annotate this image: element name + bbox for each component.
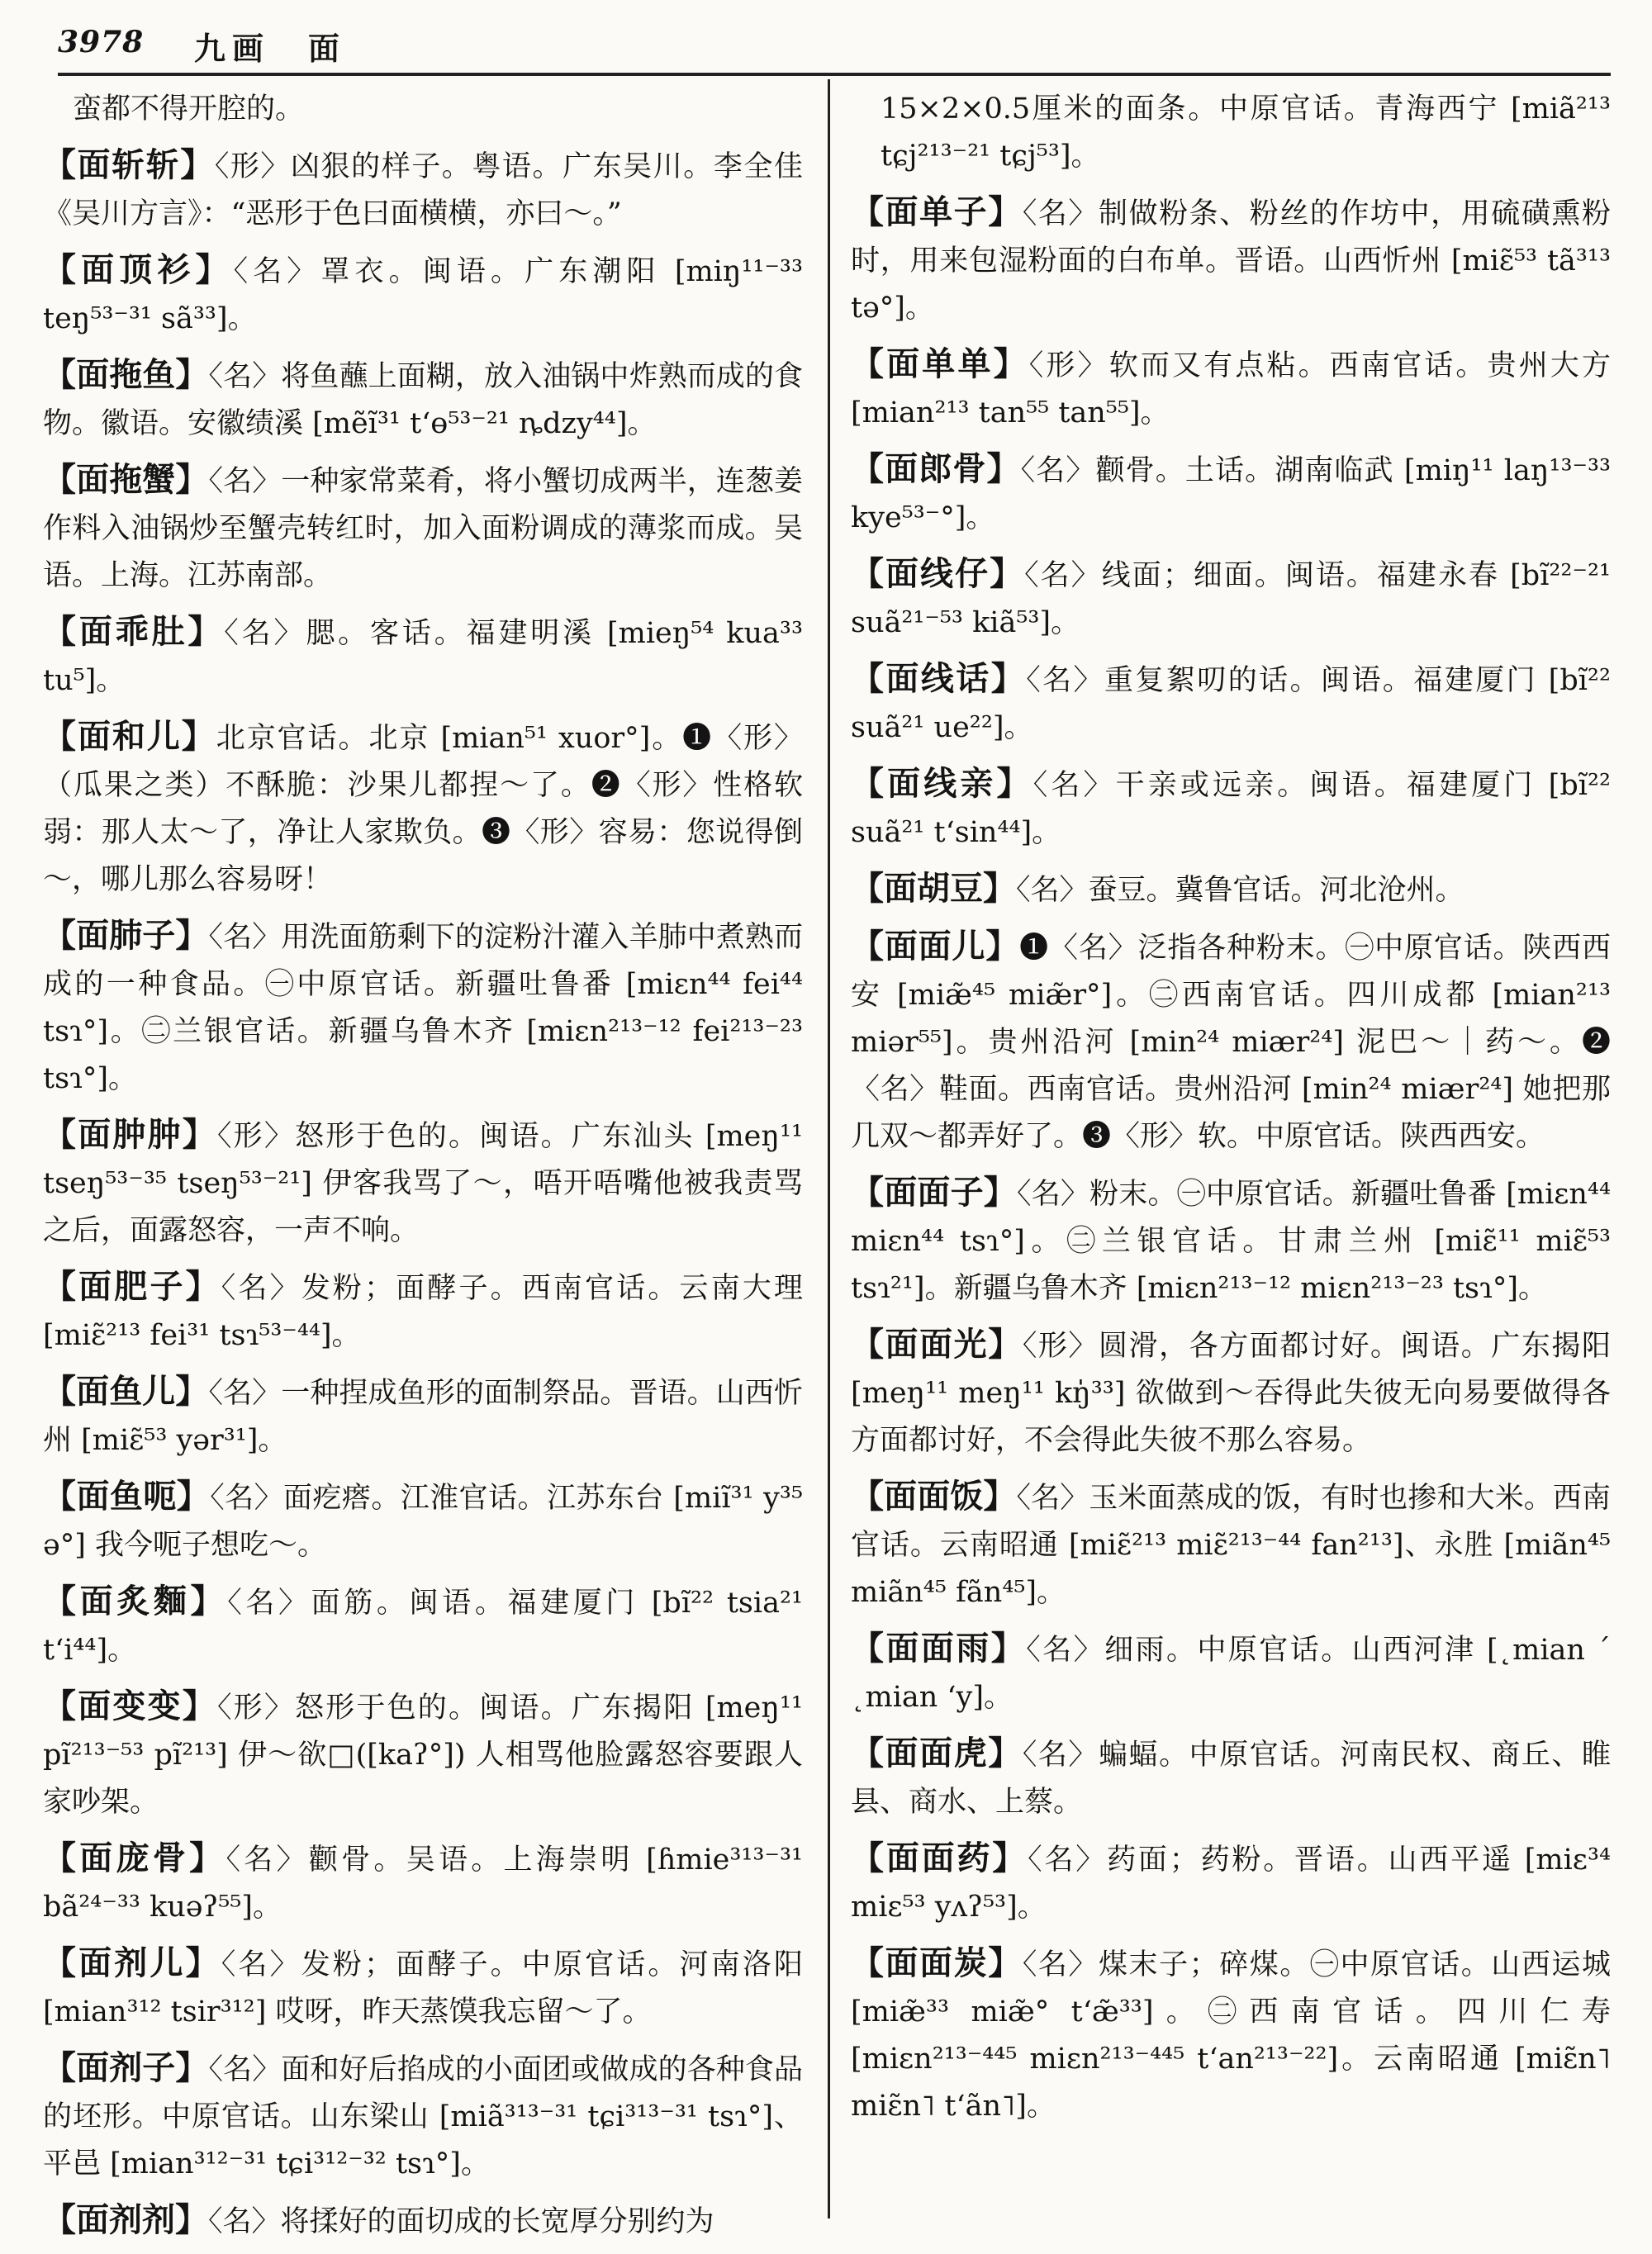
entry-text: 〈名〉细雨。中原官话。山西河津 [˛mian ˊ ˛mian ʻy]。 [851,1634,1612,1714]
dictionary-entry [851,760,1611,857]
dictionary-entry [43,1834,803,1931]
entry-text: 〈名〉药面；药粉。晋语。山西平遥 [miɛ³⁴ miɛ⁵³ yʌʔ⁵³]。 [851,1844,1612,1924]
running-title: 九画 面 [194,30,347,67]
dictionary-entry [851,1939,1611,2130]
entry-headword: 【面单子】 [851,192,1023,231]
dictionary-entry [43,1578,803,1674]
entry-text: 〈名〉面疙瘩。江淮官话。江苏东台 [miĩ³¹ y³⁵ ə°] 我今呃子想吃～。 [43,1482,803,1562]
entry-text: 〈名〉线面；细面。闽语。福建永春 [bĩ²²⁻²¹ suã²¹⁻⁵³ kiã⁵³]。 [851,559,1612,639]
entry-text: 〈形〉怒形于色的。闽语。广东揭阳 [meŋ¹¹ pĩ²¹³⁻⁵³ pĩ²¹³] 伊～欲□([kaʔ°]) 人相骂他脸露怒容要跟人家吵架。 [43,1692,804,1819]
dictionary-entry [43,1473,803,1569]
entry-text: 北京官话。北京 [mian⁵¹ xuor°]。❶〈形〉（瓜果之类）不酥脆：沙果儿都捏～了。❷〈形〉性格软弱：那人太～了，净让人家欺负。❸〈形〉容易：您说得倒～，哪儿那么容易呀！ [43,722,804,896]
entry-headword: 【面线仔】 [851,554,1025,593]
entry-headword: 【面和儿】 [43,717,216,756]
entry-headword: 【面面儿】 [851,927,1020,966]
entry-headword: 【面郎骨】 [851,449,1021,488]
entry-text: 〈名〉发粉；面酵子。中原官话。河南洛阳 [mian³¹² tsir³¹²] 哎呀，昨天蒸馍我忘留～了。 [43,1948,803,2029]
entry-headword: 【面肥子】 [43,1267,221,1306]
dictionary-entry [851,340,1611,437]
dictionary-entry [43,1682,803,1826]
entry-headword: 【面顶衫】 [43,250,234,289]
dictionary-entry [851,1730,1611,1826]
entry-headword: 【面乖肚】 [43,612,225,651]
entry-text: 〈名〉面和好后掐成的小面团或做成的各种食品的坯形。中原官话。山东梁山 [miã³¹³⁻³¹ tɕi³¹³⁻³¹ tsɿ°]、平邑 [mian³¹²⁻³¹ tɕi³¹²⁻³² tsɿ°]。 [43,2053,803,2180]
dictionary-entry [43,456,803,600]
dictionary-entry [851,1321,1611,1464]
entry-headword: 【面鱼儿】 [43,1372,209,1411]
entry-text: 〈名〉腮。客话。福建明溪 [mieŋ⁵⁴ kua³³ tu⁵]。 [43,617,803,697]
dictionary-entry [43,86,803,133]
entry-text: 〈形〉凶狠的样子。粤语。广东吴川。李全佳《吴川方言》：“恶形于色曰面横横，亦曰～。” [43,150,803,230]
entry-headword: 【面肿肿】 [43,1115,217,1154]
entry-headword: 【面拖鱼】 [43,355,209,394]
entry-headword: 【面面虎】 [851,1734,1023,1772]
entry-headword: 【面剂儿】 [43,1943,221,1982]
entry-text: 〈名〉将鱼蘸上面糊，放入油锅中炸熟而成的食物。徽语。安徽绩溪 [mẽĩ³¹ tʻɵ⁵³⁻²¹ ȵdzy⁴⁴]。 [43,360,803,440]
entry-text: 〈形〉怒形于色的。闽语。广东汕头 [meŋ¹¹ tseŋ⁵³⁻³⁵ tseŋ⁵³⁻²¹] 伊客我骂了～，唔开唔嘴他被我责骂之后，面露怒容，一声不响。 [43,1120,804,1247]
entry-headword: 【面庞骨】 [43,1839,226,1877]
page-number: 3978 [58,25,145,59]
entry-headword: 【面剂子】 [43,2048,209,2087]
dictionary-entry [43,1111,803,1255]
column-divider [828,79,830,2218]
entry-text: 〈名〉重复絮叨的话。闽语。福建厦门 [bĩ²² suã²¹ ue²²]。 [851,664,1611,744]
entry-headword: 【面线话】 [851,659,1027,698]
entry-headword: 【面斩斩】 [43,145,215,184]
dictionary-entry [43,713,803,904]
dictionary-entry [43,1939,803,2036]
entry-text: 〈名〉将揉好的面切成的长宽厚分别约为 [208,2205,714,2238]
entry-headword: 【面鱼呃】 [43,1477,211,1516]
entry-text: ❶〈名〉泛指各种粉末。㊀中原官话。陕西西安 [miæ̃⁴⁵ miæ̃r°]。㊁西南官话。四川成都 [mian²¹³ miər⁵⁵]。贵州沿河 [min²⁴ miær²⁴] 泥巴～｜药～。❷〈名〉鞋面。西南官话。贵州沿河 [min²⁴ miær²⁴] 她把那几双～都弄好了。❸〈形〉软。中原官话。陕西西安。 [851,932,1611,1153]
entry-text: 〈名〉罩衣。闽语。广东潮阳 [miŋ¹¹⁻³³ teŋ⁵³⁻³¹ sã³³]。 [43,255,803,335]
entry-text: 〈名〉玉米面蒸成的饭，有时也掺和大米。西南官话。云南昭通 [miɛ̃²¹³ miɛ̃²¹³⁻⁴⁴ fan²¹³]、永胜 [miãn⁴⁵ miãn⁴⁵ fãn⁴⁵]。 [851,1482,1611,1609]
entry-text: 〈名〉制做粉条、粉丝的作坊中，用硫磺熏粉时，用来包湿粉面的白布单。晋语。山西忻州 [miɛ̃⁵³ tã³¹³ tə°]。 [851,197,1611,325]
entry-text: 〈名〉蚕豆。冀鲁官话。河北沧州。 [1016,874,1464,907]
dictionary-entry [851,1834,1611,1931]
entry-headword: 【面线亲】 [851,764,1033,803]
entry-text: 〈名〉干亲或远亲。闽语。福建厦门 [bĩ²² suã²¹ tʻsin⁴⁴]。 [851,769,1611,849]
entry-headword: 【面变变】 [43,1687,217,1725]
page-header [58,23,1611,71]
entry-text: 〈名〉一种家常菜肴，将小蟹切成两半，连葱姜作料入油锅炒至蟹壳转红时，加入面粉调成的薄浆而成。吴语。上海。江苏南部。 [43,465,803,592]
left-column [43,86,803,2254]
entry-headword: 【面胡豆】 [851,869,1016,908]
dictionary-entry [43,608,803,705]
entry-text: 〈名〉粉末。㊀中原官话。新疆吐鲁番 [miɛn⁴⁴ miɛn⁴⁴ tsɿ°]。㊁兰银官话。甘肃兰州 [miɛ̃¹¹ miɛ̃⁵³ tsɿ²¹]。新疆乌鲁木齐 [miɛn²¹³⁻¹² miɛn²¹³⁻²³ tsɿ°]。 [851,1178,1611,1305]
entry-headword: 【面面药】 [851,1839,1028,1877]
entry-text: 〈名〉煤末子；碎煤。㊀中原官话。山西运城 [miæ̃³³ miæ̃° tʻæ̃³³]。㊁西南官话。四川仁寿 [miɛn²¹³⁻⁴⁴⁵ miɛn²¹³⁻⁴⁴⁵ tʻan²¹³⁻²²]。云南昭通 [miɛ̃n˥ miɛ̃n˥ tʻãn˥]。 [851,1948,1611,2123]
header-rule [58,73,1611,76]
dictionary-entry [43,351,803,448]
entry-text: 〈名〉发粉；面酵子。西南官话。云南大理 [miɛ̃²¹³ fei³¹ tsɿ⁵³⁻⁴⁴]。 [43,1272,803,1352]
dictionary-entry [851,655,1611,752]
entry-text: 〈名〉颧骨。吴语。上海崇明 [ɦmie³¹³⁻³¹ bã²⁴⁻³³ kuəʔ⁵⁵]。 [43,1844,804,1924]
dictionary-entry [43,2196,803,2246]
dictionary-entry [851,550,1611,647]
entry-headword: 【面面饭】 [851,1477,1017,1516]
dictionary-entry [851,86,1611,180]
entry-text: 〈形〉软而又有点粘。西南官话。贵州大方 [mian²¹³ tan⁵⁵ tan⁵⁵]。 [851,349,1611,429]
entry-text: 〈名〉蝙蝠。中原官话。河南民权、商丘、睢县、商水、上蔡。 [851,1739,1611,1819]
dictionary-entry [43,912,803,1103]
entry-headword: 【面单单】 [851,344,1029,383]
dictionary-entry [851,865,1611,914]
entry-headword: 【面拖蟹】 [43,460,209,499]
entry-headword: 【面炙麵】 [43,1582,228,1621]
dictionary-entry [43,141,803,238]
entry-headword: 【面面光】 [851,1325,1023,1364]
dictionary-entry [851,1169,1611,1312]
dictionary-entry [43,2044,803,2188]
entry-headword: 【面剂剂】 [43,2200,208,2239]
dictionary-entry [851,445,1611,542]
entry-text: 蛮都不得开腔的。 [73,93,305,126]
entry-headword: 【面面雨】 [851,1629,1027,1668]
entry-text: 15×2×0.5厘米的面条。中原官话。青海西宁 [miã²¹³ tɕj²¹³⁻²¹ tɕj⁵³]。 [881,93,1611,173]
entry-text: 〈名〉用洗面筋剩下的淀粉汁灌入羊肺中煮熟而成的一种食品。㊀中原官话。新疆吐鲁番 [miɛn⁴⁴ fei⁴⁴ tsɿ°]。㊁兰银官话。新疆乌鲁木齐 [miɛn²¹³⁻¹² fei²¹³⁻²³ tsɿ°]。 [43,921,803,1095]
entry-text: 〈形〉圆滑，各方面都讨好。闽语。广东揭阳 [meŋ¹¹ meŋ¹¹ kŋ̍³³] 欲做到～吞得此失彼无向易要做得各方面都讨好，不会得此失彼不那么容易。 [851,1330,1611,1457]
entry-text: 〈名〉一种捏成鱼形的面制祭品。晋语。山西忻州 [miɛ̃⁵³ yər³¹]。 [43,1377,803,1457]
dictionary-entry [43,246,803,343]
entry-headword: 【面肺子】 [43,916,209,955]
entry-headword: 【面面炭】 [851,1943,1023,1982]
right-column [851,86,1611,2138]
entry-headword: 【面面子】 [851,1173,1017,1212]
dictionary-entry [43,1368,803,1464]
dictionary-entry [851,923,1611,1160]
entry-text: 〈名〉颧骨。土话。湖南临武 [miŋ¹¹ laŋ¹³⁻³³ kye⁵³⁻°]。 [851,454,1612,534]
entry-text: 〈名〉面筋。闽语。福建厦门 [bĩ²² tsia²¹ tʻi⁴⁴]。 [43,1587,804,1667]
dictionary-entry [851,1473,1611,1616]
dictionary-entry [43,1263,803,1360]
dictionary-entry [851,1625,1611,1721]
dictionary-entry [851,188,1611,332]
